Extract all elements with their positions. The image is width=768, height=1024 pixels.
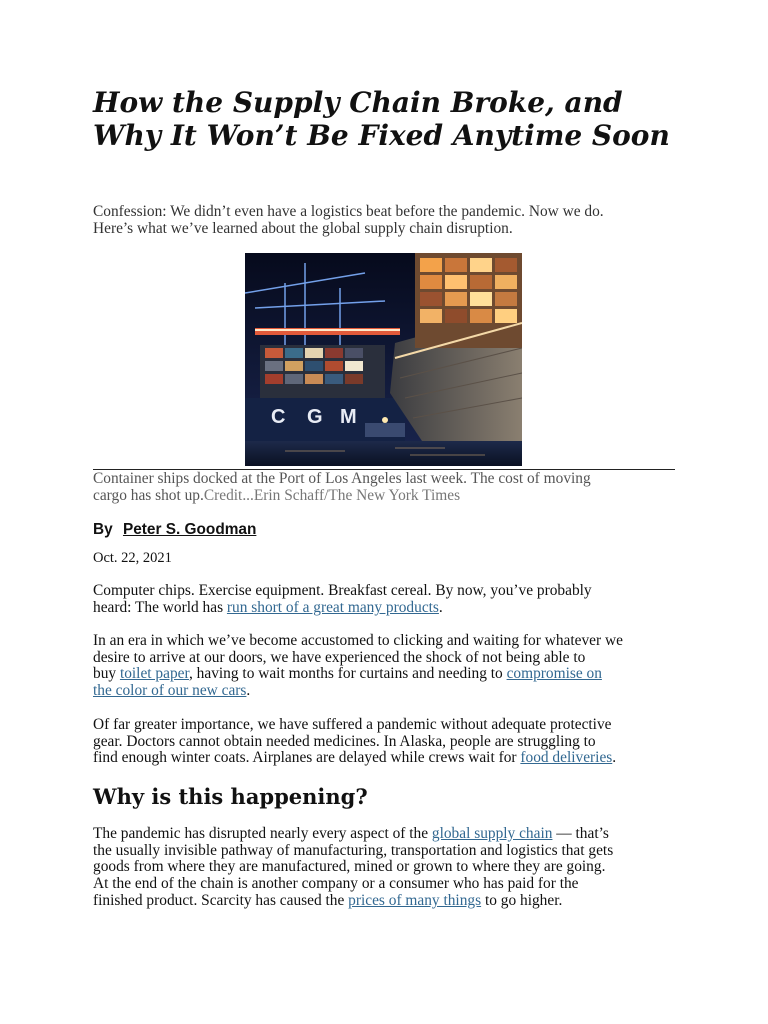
section-heading: Why is this happening?	[93, 784, 368, 809]
paragraph-4-line-4: At the end of the chain is another company or a consumer who has paid for the	[93, 875, 579, 893]
paragraph-1-text: heard: The world has	[93, 598, 227, 616]
summary-line-1: Confession: We didn’t even have a logistics beat before the pandemic. Now we do.	[93, 203, 604, 220]
hull-letter-m: M	[340, 406, 357, 428]
link-compromise-on-color-cont[interactable]: the color of our new cars	[93, 682, 247, 700]
paragraph-3-end: .	[612, 749, 617, 767]
photo-credit: Credit...Erin Schaff/The New York Times	[203, 487, 461, 504]
paragraph-4-text-cont: — that’s	[552, 825, 609, 842]
caption-line-2: cargo has shot up.	[93, 487, 204, 504]
paragraph-4-text: The pandemic has disrupted nearly every aspect of the	[93, 825, 432, 842]
paragraph-1-line-1: Computer chips. Exercise equipment. Breakfast cereal. By now, you’ve probably	[93, 582, 592, 599]
paragraph-2-line-2: desire to arrive at our doors, we have experienced the shock of not being able to	[93, 648, 586, 666]
paragraph-3-line-1: Of far greater importance, we have suffered a pandemic without adequate protective	[93, 716, 612, 733]
article-photo	[245, 253, 522, 466]
paragraph-3-text: find enough winter coats. Airplanes are delayed while crews wait for	[93, 749, 521, 767]
paragraph-3	[93, 717, 675, 767]
paragraph-1	[93, 583, 675, 616]
paragraph-4-line-2: the usually invisible pathway of manufacturing, transportation and logistics that gets	[93, 841, 614, 859]
paragraph-4-end: to go higher.	[481, 891, 563, 909]
link-run-short-of-products[interactable]: run short of a great many products	[226, 598, 439, 616]
paragraph-2-line-1: In an era in which we’ve become accustomed to clicking and waiting for whatever we	[93, 632, 623, 649]
author-link[interactable]: Peter S. Goodman	[122, 521, 257, 538]
paragraph-2	[93, 633, 675, 700]
paragraph-4-line-5: finished product. Scarcity has caused the	[93, 891, 349, 909]
headline: How the Supply Chain Broke, and Why It Won’t Be Fixed Anytime Soon	[93, 86, 670, 152]
link-food-deliveries[interactable]: food deliveries	[520, 749, 613, 767]
paragraph-2-text-mid: , having to wait months for curtains and needing to	[188, 665, 507, 683]
paragraph-3-line-2: gear. Doctors cannot obtain needed medicines. In Alaska, people are struggling to	[93, 732, 596, 750]
article-summary	[93, 203, 675, 237]
paragraph-1-end: .	[438, 598, 443, 616]
paragraph-2-text: buy	[93, 665, 120, 683]
link-prices-of-many-things[interactable]: prices of many things	[348, 891, 482, 909]
hull-letter-g: G	[307, 406, 323, 428]
summary-line-2: Here’s what we’ve learned about the global supply chain disruption.	[93, 220, 513, 237]
link-global-supply-chain[interactable]: global supply chain	[431, 825, 553, 842]
link-compromise-on-color[interactable]: compromise on	[506, 665, 602, 683]
photo-caption	[93, 470, 653, 504]
caption-line-1: Container ships docked at the Port of Los Angeles last week. The cost of moving	[93, 470, 591, 487]
container-ship-photo	[245, 253, 522, 466]
paragraph-4-line-3: goods from where they are manufactured, mined or grown to where they are going.	[93, 858, 606, 876]
paragraph-2-end: .	[246, 682, 251, 700]
byline-by: By	[93, 521, 113, 538]
byline	[93, 521, 256, 539]
link-toilet-paper[interactable]: toilet paper	[119, 665, 189, 683]
paragraph-4	[93, 826, 675, 910]
hull-letter-c: C	[271, 406, 286, 428]
publish-date: Oct. 22, 2021	[93, 550, 172, 566]
